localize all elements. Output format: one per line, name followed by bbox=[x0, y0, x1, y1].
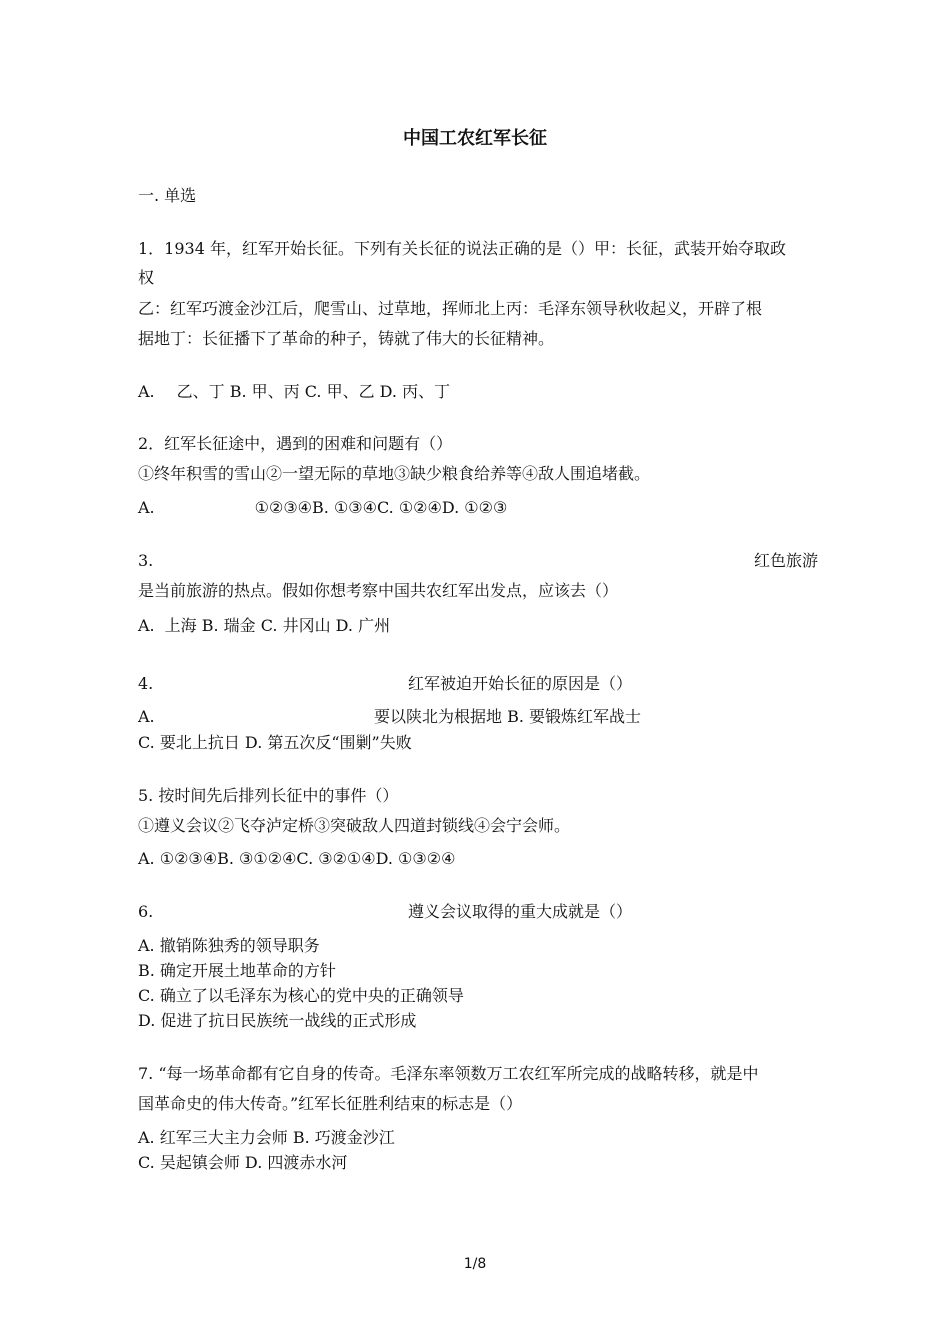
question-1-line-4: 据地丁：长征播下了革命的种子，铸就了伟大的长征精神。 bbox=[138, 329, 555, 348]
question-4-line-1 bbox=[138, 673, 818, 695]
options-text: 乙、丁 B. 甲、丙 C. 甲、乙 D. 丙、丁 bbox=[176, 382, 451, 401]
question-1-options bbox=[138, 381, 818, 403]
question-5-line-2: ①遵义会议②飞夺泸定桥③突破敌人四道封锁线④会宁会师。 bbox=[138, 816, 571, 835]
question-6-option-c: C. 确立了以毛泽东为核心的党中央的正确领导 bbox=[138, 986, 464, 1005]
options-text: 要以陕北为根据地 B. 要锻炼红军战士 bbox=[374, 707, 642, 726]
question-6-option-b: B. 确定开展土地革命的方针 bbox=[138, 961, 336, 980]
document-title: 中国工农红军长征 bbox=[403, 128, 547, 149]
question-3-options bbox=[138, 615, 818, 637]
question-7-options-1: A. 红军三大主力会师 B. 巧渡金沙江 bbox=[138, 1128, 395, 1147]
question-6-line-1 bbox=[138, 901, 818, 923]
options-text: ①②③④B. ①③④C. ①②④D. ①②③ bbox=[254, 498, 508, 517]
question-1-line-1: 1．1934 年，红军开始长征。下列有关长征的说法正确的是（）甲：长征，武装开始夺取政 bbox=[138, 239, 786, 258]
question-stem: 红军被迫开始长征的原因是（） bbox=[408, 674, 633, 693]
question-7-line-2: 国革命史的伟大传奇。”红军长征胜利结束的标志是（） bbox=[138, 1094, 523, 1113]
question-5-line-1: 5. 按时间先后排列长征中的事件（） bbox=[138, 786, 399, 805]
option-label: A. bbox=[138, 616, 155, 635]
question-number: 3. bbox=[138, 551, 154, 570]
question-stem-start: 红色旅游 bbox=[753, 551, 818, 570]
options-text: 上海 B. 瑞金 C. 井冈山 D. 广州 bbox=[164, 616, 391, 635]
section-heading: 一. 单选 bbox=[138, 186, 197, 205]
question-4-options-2: C. 要北上抗日 D. 第五次反“围剿”失败 bbox=[138, 733, 412, 752]
question-1-line-2: 权 bbox=[138, 268, 155, 287]
question-5-options: A. ①②③④B. ③①②④C. ③②①④D. ①③②④ bbox=[138, 849, 456, 868]
question-7-line-1: 7. “每一场革命都有它自身的传奇。毛泽东率领数万工农红军所完成的战略转移，就是中 bbox=[138, 1064, 759, 1083]
question-2-line-1: 2．红军长征途中，遇到的困难和问题有（） bbox=[138, 434, 453, 453]
question-number: 6. bbox=[138, 902, 154, 921]
question-6-option-d: D. 促进了抗日民族统一战线的正式形成 bbox=[138, 1011, 417, 1030]
option-label: A. bbox=[138, 498, 155, 517]
option-label: A. bbox=[138, 382, 155, 401]
question-6-option-a: A. 撤销陈独秀的领导职务 bbox=[138, 936, 320, 955]
question-7-options-2: C. 吴起镇会师 D. 四渡赤水河 bbox=[138, 1153, 348, 1172]
option-label: A. bbox=[138, 707, 155, 726]
question-2-line-2: ①终年积雪的雪山②一望无际的草地③缺少粮食给养等④敌人围追堵截。 bbox=[138, 464, 651, 483]
question-4-options-1 bbox=[138, 706, 818, 728]
question-1-line-3: 乙：红军巧渡金沙江后，爬雪山、过草地，挥师北上丙：毛泽东领导秋收起义，开辟了根 bbox=[138, 299, 763, 318]
question-stem: 遵义会议取得的重大成就是（） bbox=[408, 902, 633, 921]
question-number: 4. bbox=[138, 674, 154, 693]
question-2-options bbox=[138, 497, 818, 519]
question-3-line-1 bbox=[138, 550, 818, 572]
question-3-line-2: 是当前旅游的热点。假如你想考察中国共农红军出发点，应该去（） bbox=[138, 581, 619, 600]
page-number: 1/8 bbox=[463, 1256, 487, 1272]
